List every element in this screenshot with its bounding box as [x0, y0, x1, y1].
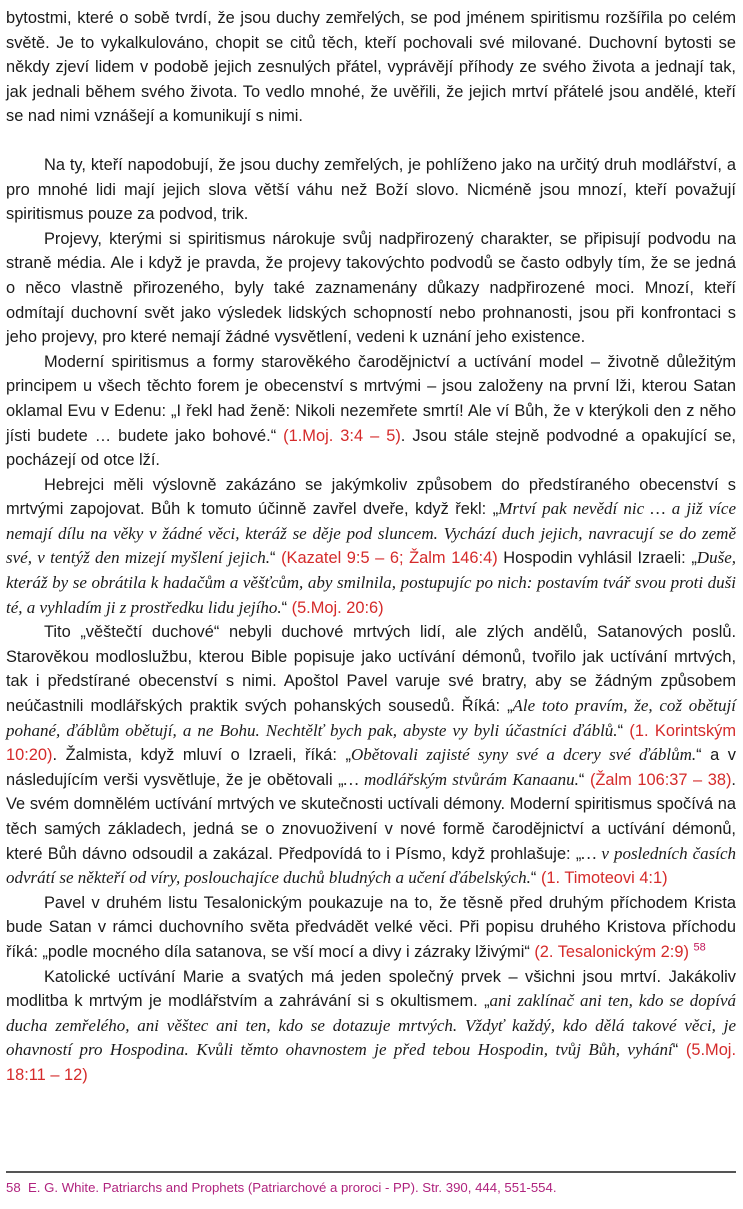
- scripture-reference: (5.Moj. 18:11 – 12): [6, 1041, 736, 1084]
- paragraph-text: bytostmi, které o sobě tvrdí, že jsou duchy zemřelých, se pod jménem spiritismu rozšířila po celém světě. Je to vykalkulováno, chopit se citů těch, kteří pochovali své milované. Duchovní bytosti se někdy zjeví lidem v podobě jejich zesnulých přátel, vyprávějí příhody ze svého života a jednají tak, jak jednali během svého života. To vedlo mnohé, že uvěřili, že jejich mrtví přátelé jsou andělé, kteří se nad nimi vznášejí a komunikují s nimi.: [6, 9, 736, 126]
- scripture-quote: Ale toto pravím, že, což obětují pohané, ďáblům obětují, a ne Bohu. Nechtělť bych pak, abyste vy byli účastníci ďáblů.: [6, 696, 736, 740]
- paragraph-text: . Ve svém domnělém uctívání mrtvých ve skutečnosti uctívali démony. Moderní spiritismus spočívá na těch samých základech, jedná se o znovuoživení v nové formě čarodějnictví a uctívání démonů, které Bůh dávno odsoudil a zakázal. Předpovídá to i Písmo, když prohlašuje: „: [6, 770, 736, 863]
- paragraph-7: [6, 891, 736, 965]
- footnote-marker[interactable]: 58: [693, 941, 706, 954]
- paragraph-text: “: [672, 1041, 686, 1060]
- paragraph-text: . Žalmista, když mluví o Izraeli, říká: „: [52, 746, 351, 765]
- paragraph-text: “: [617, 721, 630, 740]
- scripture-quote: Obětovali zajisté syny své a dcery své ďáblům.: [350, 745, 697, 765]
- paragraph-4: [6, 350, 736, 473]
- paragraph-text: Na ty, kteří napodobují, že jsou duchy zemřelých, je pohlíženo jako na určitý druh modlářství, a pro mnohé lidi mají jejich slova větší váhu než Boží slovo. Nicméně jsou mnozí, kteří považují spiritismus pouze za podvod, trik.: [6, 155, 736, 224]
- scripture-quote: … v posledních časích odvrátí se někteří od víry, poslouchajíce duchů bludných a učení ďábelských.: [6, 843, 736, 888]
- paragraph-text: “: [270, 549, 282, 568]
- paragraph-text: . Jsou stále stejně podvodné a opakující se, pocházejí od otce lží.: [6, 426, 736, 470]
- footnote-divider: [6, 1171, 736, 1173]
- paragraph-2: [6, 153, 736, 227]
- scripture-quote: ani zaklínač ani ten, kdo se dopívá ducha zemřelého, ani věštec ani ten, kdo se dotazuje mrtvých. Vždyť každý, kdo dělá takové věci, je ohavností pro Hospodina. Kvůli těmto ohavnostem je před tebou Hospodin, tvůj Bůh, vyhání: [6, 991, 737, 1060]
- paragraph-text: Hospodin vyhlásil Izraeli: „: [497, 549, 697, 568]
- scripture-reference: (Kazatel 9:5 – 6; Žalm 146:4): [281, 549, 498, 568]
- scripture-quote: Duše, kteráž by se obrátila k hadačům a věšťcům, aby smilnila, postupujíc po nich: postavím tvář svou proti duši té, a vyhladím ji z prostředku lidu jejího.: [6, 548, 736, 617]
- paragraph-text: “ a v následujícím verši vysvětluje, že je obětovali „: [6, 746, 736, 789]
- paragraph-8: [6, 965, 736, 1088]
- footnote-text: E. G. White. Patriarchs and Prophets (Patriarchové a proroci - PP). Str. 390, 444, 551-554.: [28, 1180, 557, 1195]
- paragraph-5: [6, 473, 736, 621]
- paragraph-6: [6, 620, 736, 891]
- paragraph-text: “: [578, 770, 590, 789]
- paragraph-text: Projevy, kterými si spiritismus nárokuje svůj nadpřirozený charakter, se připisují podvodu na straně média. Ale i když je pravda, že projevy takovýchto podvodů se často odbyly tím, že se jedná o něco vlastně přirozeného, byly také zaznamenány důkazy nadpřirozené moci. Mnozí, kteří odmítají duchovní svět jako výsledek lidských schopností nebo prohnanosti, jsou při konfrontaci s jeho projevy, pro které nemají žádné vysvětlení, vedeni k uznání jeho existence.: [6, 229, 736, 347]
- scripture-reference: (5.Moj. 20:6): [291, 598, 384, 617]
- footnote: [6, 1180, 736, 1195]
- main-text: [6, 6, 736, 1088]
- scripture-quote: Mrtví pak nevědí nic … a již více nemají dílu na věky v žádné věci, kteráž se děje pod sluncem. Vychází duch jejich, navracují se do země své, v tentýž den mizejí myšlení jejich.: [6, 499, 736, 568]
- scripture-quote: … modlářským stvůrám Kanaanu.: [343, 769, 579, 789]
- paragraph-text: Tito „věštečtí duchové“ nebyli duchové mrtvých lidí, ale zlých andělů, Satanových poslů. Starověkou modloslužbu, kterou Bible popisuje jako uctívání démonů, tvořilo jak uctívání mrtvých, tak i předstírané obecenství s nimi. Apoštol Pavel varuje své bratry, aby se žádným způsobem neúčastnili modlářských praktik svých pohanských sousedů. Říká: „: [6, 623, 736, 716]
- scripture-reference: (1. Korintským 10:20): [6, 721, 736, 765]
- paragraph-text: “: [530, 869, 541, 888]
- paragraph-text: Katolické uctívání Marie a svatých má jeden společný prvek – všichni jsou mrtví. Jakákoliv modlitba k mrtvým je modlářstvím a zahrávání si s okultismem. „: [6, 967, 736, 1011]
- paragraph-text: Hebrejci měli výslovně zakázáno se jakýmkoliv způsobem do předstíraného obecenství s mrtvými zapojovat. Bůh k tomuto účinně zavřel dveře, když řekl: „: [6, 475, 736, 519]
- scripture-reference: (Žalm 106:37 – 38): [589, 770, 732, 789]
- footnote-number: 58: [6, 1180, 21, 1195]
- paragraph-1: [6, 6, 736, 129]
- scripture-reference: (2. Tesalonickým 2:9): [534, 942, 689, 961]
- paragraph-text: Moderní spiritismus a formy starověkého čarodějnictví a uctívání model – životně důležitým principem u všech těchto forem je obecenství s mrtvými – jsou založeny na první lži, kterou Satan oklamal Evu v Edenu: „I řekl had ženě: Nikoli nezemřete smrtí! Ale ví Bůh, že v kterýkoli den z něho jísti budete … budete jako bohové.“: [6, 352, 736, 445]
- scripture-reference: (1. Timoteovi 4:1): [540, 869, 668, 888]
- scripture-reference: (1.Moj. 3:4 – 5): [283, 426, 401, 445]
- paragraph-text: Pavel v druhém listu Tesalonickým poukazuje na to, že těsně před druhým příchodem Krista bude Satan v rámci duchovního světa předvádět velké věci. Při popisu druhého Kristova příchodu říká: „podle mocného díla satanova, se vší mocí a divy i zázraky lživými“: [6, 893, 736, 961]
- paragraph-3: [6, 227, 736, 350]
- paragraph-text: “: [281, 598, 292, 617]
